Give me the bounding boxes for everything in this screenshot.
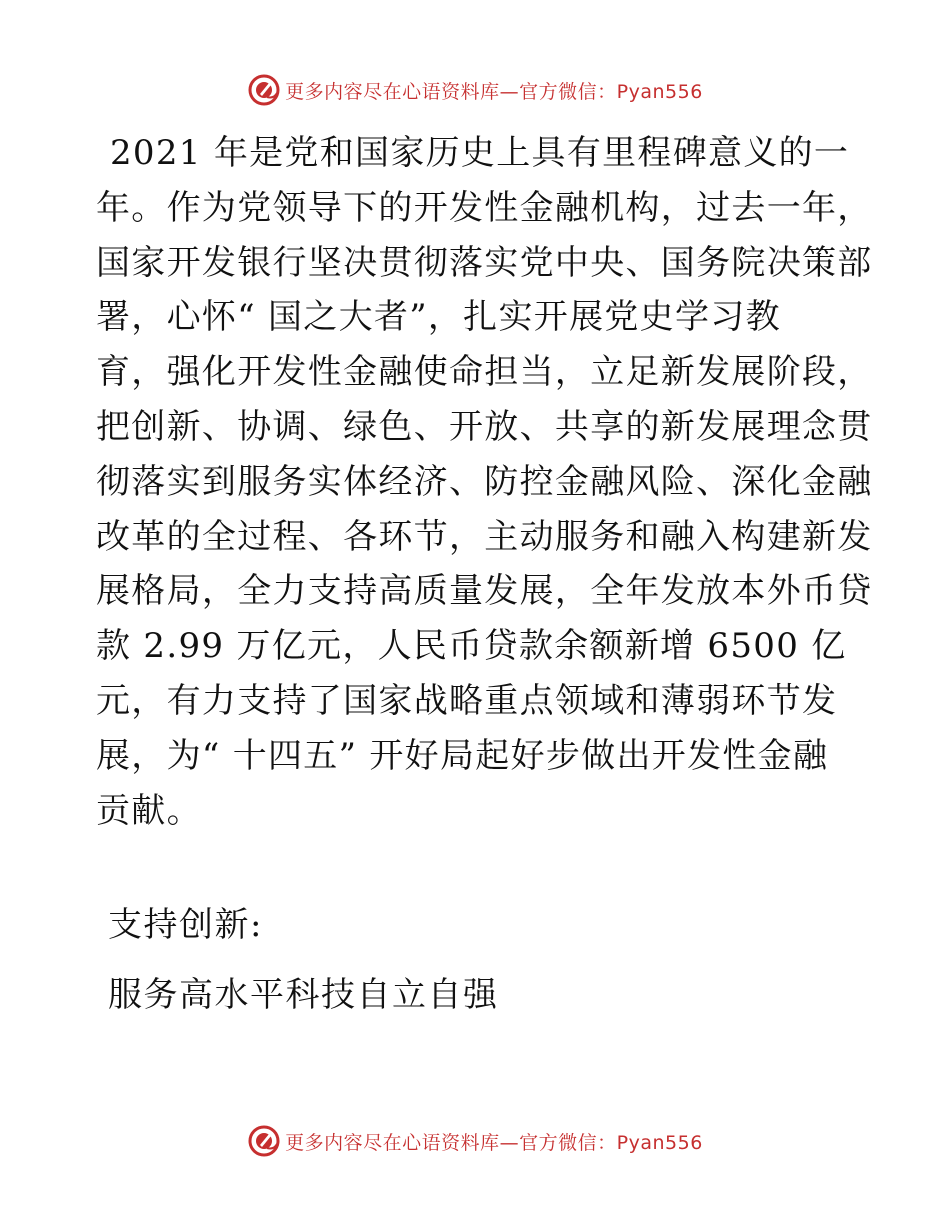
paragraph-line: 2021 年是党和国家历史上具有里程碑意义的一 (110, 133, 850, 173)
paragraph-line: 改革的全过程、各环节，主动服务和融入构建新发 (96, 516, 873, 557)
paragraph-line: 把创新、协调、绿色、开放、共享的新发展理念贯 (96, 406, 873, 447)
watermark-text: 更多内容尽在心语资料库—官方微信：Pyan556 (285, 1131, 703, 1154)
paragraph-line: 署，心怀“ 国之大者”，扎实开展党史学习教 (96, 297, 781, 338)
paragraph-line: 展，为“ 十四五” 开好局起好步做出开发性金融 (96, 735, 829, 776)
section-heading: 支持创新: (108, 905, 263, 945)
seal-logo-icon (247, 73, 281, 107)
watermark-text: 更多内容尽在心语资料库—官方微信：Pyan556 (285, 80, 703, 103)
paragraph-line: 育，强化开发性金融使命担当，立足新发展阶段， (96, 352, 873, 393)
subsection-heading: 服务高水平科技自立自强 (108, 975, 499, 1015)
seal-logo-icon (247, 1124, 281, 1158)
paragraph-line: 国家开发银行坚决贯彻落实党中央、国务院决策部 (96, 242, 873, 283)
paragraph-line: 彻落实到服务实体经济、防控金融风险、深化金融 (96, 461, 873, 502)
paragraph-line: 贡献。 (96, 790, 202, 831)
paragraph-line: 展格局，全力支持高质量发展，全年发放本外币贷 (96, 571, 873, 612)
paragraph-line: 款 2.99 万亿元，人民币贷款余额新增 6500 亿 (96, 626, 847, 667)
header-watermark-banner (0, 70, 950, 110)
paragraph-line: 年。作为党领导下的开发性金融机构，过去一年， (96, 187, 873, 228)
footer-watermark-banner (0, 1121, 950, 1161)
paragraph-line: 元，有力支持了国家战略重点领域和薄弱环节发 (96, 680, 838, 721)
body-paragraph (96, 126, 873, 838)
